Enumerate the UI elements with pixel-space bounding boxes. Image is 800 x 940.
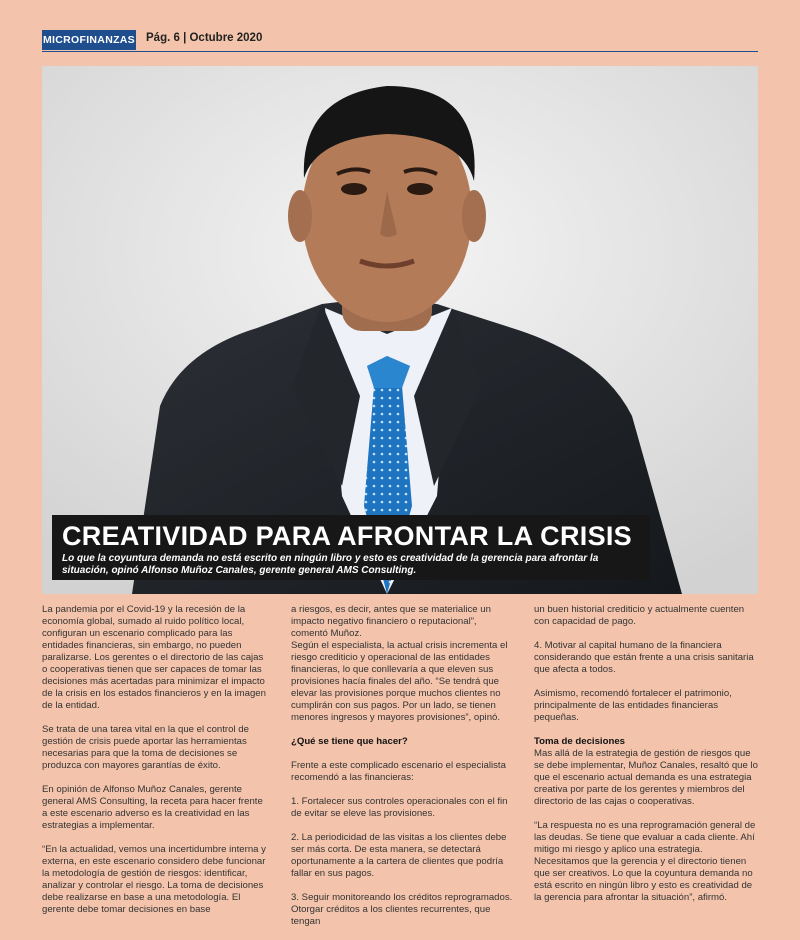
paragraph: 3. Seguir monitoreando los créditos reprogramados. Otorgar créditos a los clientes recurrentes, que tengan xyxy=(291,892,513,927)
paragraph: 2. La periodicidad de las visitas a los clientes debe ser más corta. De esta manera, se detectará oportunamente a la cartera de clientes que podría fallar en sus pagos. xyxy=(291,832,507,879)
subheading: ¿Qué se tiene que hacer? xyxy=(291,736,408,747)
paragraph: un buen historial crediticio y actualmente cuenten con capacidad de pago. xyxy=(534,604,745,627)
article-deck: Lo que la coyuntura demanda no está escrito en ningún libro y esto es creatividad de la gerencia para afrontar la situación, opinó Alfonso Muñoz Canales, gerente general AMS Consulting. xyxy=(62,553,599,576)
paragraph: En opinión de Alfonso Muñoz Canales, gerente general AMS Consulting, la receta para hacer frente a este escenario adverso es la creatividad en las estrategias a implementar. xyxy=(42,784,263,831)
paragraph: Frente a este complicado escenario el especialista recomendó a las financieras: xyxy=(291,760,506,783)
column-3 xyxy=(534,604,758,916)
page-info: Pág. 6 | Octubre 2020 xyxy=(146,32,263,44)
paragraph: 1. Fortalecer sus controles operacionales con el fin de evitar se eleve las provisiones. xyxy=(291,796,508,819)
paragraph: Se trata de una tarea vital en la que el control de gestión de crisis puede aportar las herramientas necesarias para que la toma de decisiones se produzca con mayores garantías de éxito. xyxy=(42,724,249,771)
paragraph: La pandemia por el Covid-19 y la recesión de la economía global, sumado al ruido político local, configuran un escenario complicado para las entidades financieras, sin embargo, no pueden paralizarse. Los gerentes o el directorio de las cajas o cooperativas tienen que ser capaces de tomar las decisiones más acertadas para minimizar el impacto de la crisis en los estados financieros y en la imagen de la entidad. xyxy=(42,604,266,711)
paragraph: “La respuesta no es una reprogramación general de las deudas. Se tiene que evaluar a cada cliente. Ahí mitigo mi riesgo y aplico una estrategia. xyxy=(534,820,756,855)
paragraph: “En la actualidad, vemos una incertidumbre interna y externa, en este escenario considero debe funcionar la metodología de gestión de riesgos: identificar, analizar y controlar el riesgo. La toma de decisiones debe realizarse en base a una metodología. El gerente debe tomar decisiones en base xyxy=(42,844,266,915)
column-1 xyxy=(42,604,266,928)
paragraph: a riesgos, es decir, antes que se materialice un impacto negativo financiero o reputacional”, comentó Muñoz. xyxy=(291,604,491,639)
paragraph: Asimismo, recomendó fortalecer el patrimonio, principalmente de las entidades financieras pequeñas. xyxy=(534,688,732,723)
paragraph: Según el especialista, la actual crisis incrementa el riesgo crediticio y operacional de las entidades financieras, lo que conllevaría a que eleven sus provisiones hacía finales del año. “Se tendrá que elevar las provisiones porque muchos clientes no cumplirán con sus pagos. Por un lado, se tienen menores ingresos y mayores provisiones”, opinó. xyxy=(291,640,508,723)
column-2 xyxy=(291,604,515,940)
title-box xyxy=(52,515,650,580)
paragraph: Necesitamos que la gerencia y el directorio tienen que ser creativos. Lo que la coyuntura demanda no está escrito en ningún libro y esto es creatividad de la gerencia para afrontar la situación”, afirmó. xyxy=(534,856,753,903)
paragraph: Mas allá de la estrategia de gestión de riesgos que se debe implementar, Muñoz Canales, resaltó que lo que el escenario actual demanda es una estrategia creativa por parte de los gerentes y miembros del directorio de las cajas o cooperativas. xyxy=(534,748,758,807)
subheading: Toma de decisiones xyxy=(534,736,625,747)
article-title: CREATIVIDAD PARA AFRONTAR LA CRISIS xyxy=(62,521,632,551)
magazine-logo: MICROFINANZAS xyxy=(42,30,136,50)
header-rule xyxy=(42,51,758,52)
paragraph: 4. Motivar al capital humano de la financiera considerando que están frente a una crisis sanitaria que afecta a todos. xyxy=(534,640,754,675)
page-header xyxy=(42,28,758,50)
